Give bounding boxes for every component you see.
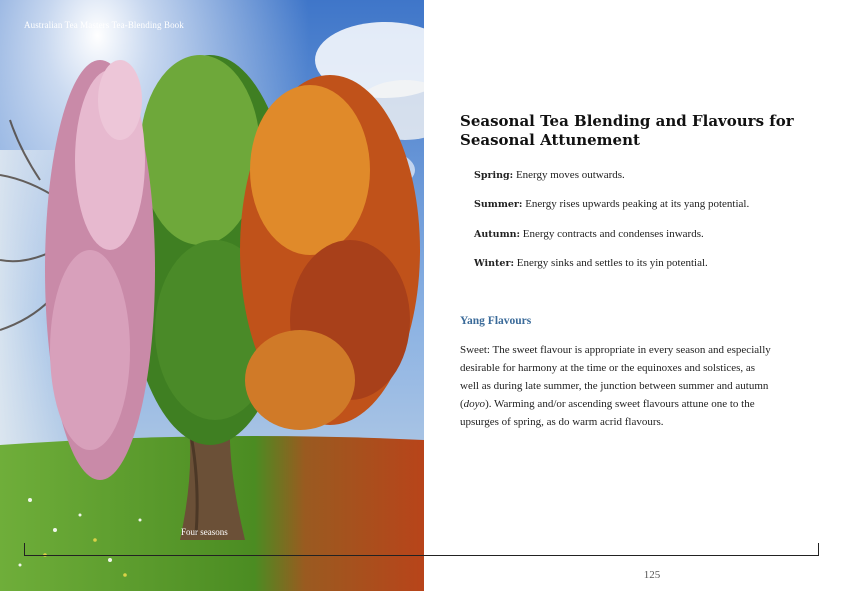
heading-line-2: Seasonal Attunement [460, 131, 640, 149]
heading-line-1: Seasonal Tea Blending and Flavours for [460, 112, 794, 130]
yang-flavours-paragraph [460, 341, 810, 431]
yang-flavours-heading: Yang Flavours [460, 315, 532, 327]
season-text: Energy rises upwards peaking at its yang potential. [522, 198, 750, 210]
page-number: 125 [643, 569, 661, 581]
season-text: Energy sinks and settles to its yin potential. [513, 257, 708, 269]
season-label: Summer: [474, 199, 523, 210]
season-spring [474, 169, 625, 181]
season-autumn [474, 228, 704, 240]
footer-rule [24, 555, 819, 556]
season-summer [474, 198, 749, 210]
season-label: Autumn: [474, 229, 521, 240]
page-heading [460, 112, 820, 150]
season-text: Energy contracts and condenses inwards. [520, 228, 704, 240]
paragraph-line: Sweet: The sweet flavour is appropriate in every season and especially [460, 344, 771, 356]
season-label: Spring: [474, 170, 514, 181]
season-label: Winter: [474, 258, 514, 269]
doyo-term: doyo [463, 398, 486, 410]
paragraph-line: well as during late summer, the junction between summer and autumn [460, 380, 769, 392]
footer-rule-left-tick [24, 543, 25, 556]
paragraph-line: upsurges of spring, as do warm acrid flavours. [460, 416, 664, 428]
season-text: Energy moves outwards. [513, 169, 625, 181]
footer-rule-right-tick [818, 543, 819, 556]
paragraph-line [460, 395, 810, 413]
season-winter [474, 257, 708, 269]
paragraph-line: desirable for harmony at the time or the equinoxes and solstices, as [460, 362, 756, 374]
line-rest: ). Warming and/or ascending sweet flavours attune one to the [485, 398, 755, 410]
image-caption: Four seasons [181, 527, 228, 537]
paren-open: ( [460, 398, 464, 410]
running-header-book-title: Australian Tea Masters Tea-Blending Book [24, 20, 184, 30]
